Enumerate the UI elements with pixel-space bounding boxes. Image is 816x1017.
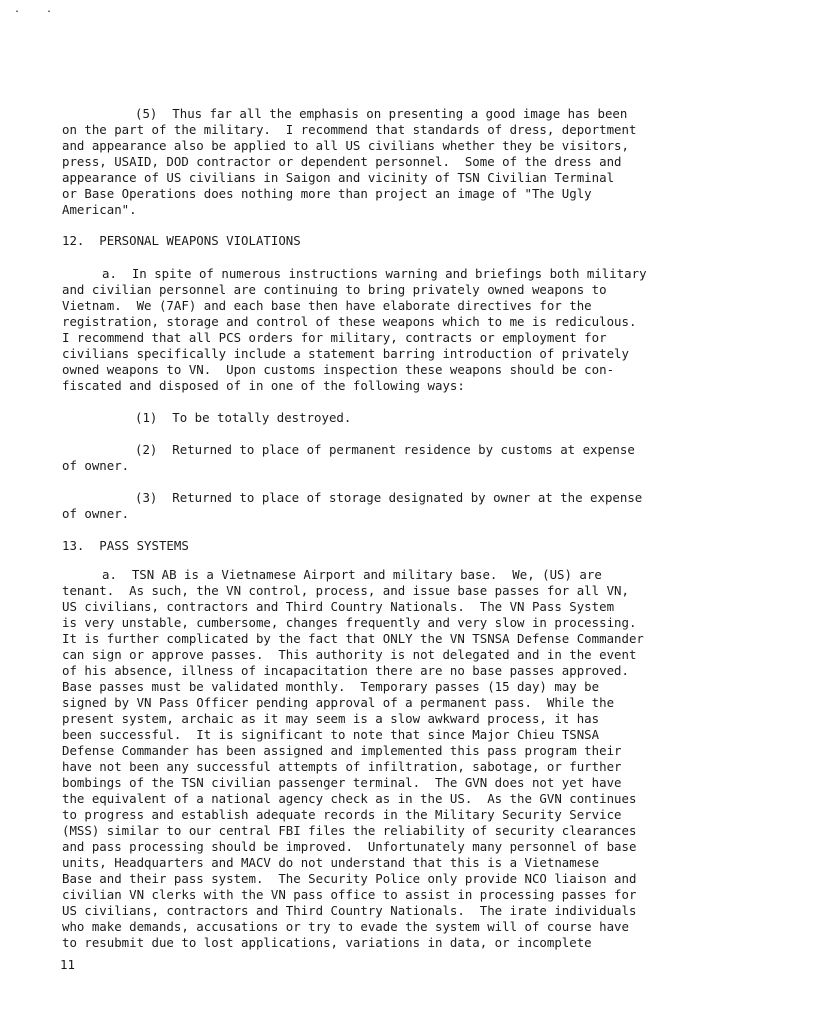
para13a-line: is very unstable, cumbersome, changes frequently and very slow in processing. <box>62 615 637 630</box>
para13a-line: and pass processing should be improved. Unfortunately many personnel of base <box>62 839 637 854</box>
para5-line: appearance of US civilians in Saigon and vicinity of TSN Civilian Terminal <box>62 170 615 185</box>
para5-line: press, USAID, DOD contractor or dependent personnel. Some of the dress and <box>62 154 622 169</box>
section-13-heading: 13. PASS SYSTEMS <box>62 538 189 553</box>
para13a-line: Base and their pass system. The Security Police only provide NCO liaison and <box>62 871 637 886</box>
para13a-line: bombings of the TSN civilian passenger terminal. The GVN does not yet have <box>62 775 622 790</box>
para12a-line: and civilian personnel are continuing to bring privately owned weapons to <box>62 282 607 297</box>
para12a-line: registration, storage and control of these weapons which to me is rediculous. <box>62 314 637 329</box>
para13a-line: Defense Commander has been assigned and implemented this pass program their <box>62 743 622 758</box>
para12a-line: a. In spite of numerous instructions warning and briefings both military <box>102 266 647 281</box>
para13a-line: US civilians, contractors and Third Country Nationals. The VN Pass System <box>62 599 615 614</box>
para13a-line: can sign or approve passes. This authority is not delegated and in the event <box>62 647 637 662</box>
para5-line: American". <box>62 202 137 217</box>
para12a-line: Vietnam. We (7AF) and each base then have elaborate directives for the <box>62 298 592 313</box>
para13a-line: of his absence, illness of incapacitation there are no base passes approved. <box>62 663 629 678</box>
para13a-line: civilian VN clerks with the VN pass office to assist in processing passes for <box>62 887 637 902</box>
para12a-line: civilians specifically include a statement barring introduction of privately <box>62 346 629 361</box>
option-3-line: of owner. <box>62 506 130 521</box>
para13a-line: tenant. As such, the VN control, process, and issue base passes for all VN, <box>62 583 629 598</box>
para13a-line: been successful. It is significant to note that since Major Chieu TSNSA <box>62 727 600 742</box>
option-2-line: (2) Returned to place of permanent residence by customs at expense <box>135 442 635 457</box>
option-3-line: (3) Returned to place of storage designated by owner at the expense <box>135 490 643 505</box>
para5-line: or Base Operations does nothing more than project an image of "The Ugly <box>62 186 592 201</box>
option-2-line: of owner. <box>62 458 130 473</box>
page-number: 11 <box>60 957 75 972</box>
para5-line: and appearance also be applied to all US civilians whether they be visitors, <box>62 138 629 153</box>
para5-line: on the part of the military. I recommend that standards of dress, deportment <box>62 122 637 137</box>
para13a-line: (MSS) similar to our central FBI files the reliability of security clearances <box>62 823 637 838</box>
para13a-line: signed by VN Pass Officer pending approval of a permanent pass. While the <box>62 695 615 710</box>
para13a-line: to resubmit due to lost applications, variations in data, or incomplete <box>62 935 592 950</box>
para13a-line: the equivalent of a national agency check as in the US. As the GVN continues <box>62 791 637 806</box>
option-1: (1) To be totally destroyed. <box>135 410 352 425</box>
para13a-line: who make demands, accusations or try to evade the system will of course have <box>62 919 629 934</box>
para13a-line: Base passes must be validated monthly. Temporary passes (15 day) may be <box>62 679 600 694</box>
para13a-line: present system, archaic as it may seem is a slow awkward process, it has <box>62 711 600 726</box>
para12a-line: owned weapons to VN. Upon customs inspection these weapons should be con- <box>62 362 615 377</box>
para13a-line: a. TSN AB is a Vietnamese Airport and military base. We, (US) are <box>102 567 602 582</box>
scan-specks: . . <box>14 4 63 15</box>
para12a-line: I recommend that all PCS orders for military, contracts or employment for <box>62 330 607 345</box>
para5-line: (5) Thus far all the emphasis on presenting a good image has been <box>135 106 628 121</box>
para13a-line: to progress and establish adequate records in the Military Security Service <box>62 807 622 822</box>
para13a-line: US civilians, contractors and Third Country Nationals. The irate individuals <box>62 903 637 918</box>
para13a-line: units, Headquarters and MACV do not understand that this is a Vietnamese <box>62 855 600 870</box>
para12a-line: fiscated and disposed of in one of the following ways: <box>62 378 465 393</box>
para13a-line: It is further complicated by the fact that ONLY the VN TSNSA Defense Commander <box>62 631 644 646</box>
section-12-heading: 12. PERSONAL WEAPONS VIOLATIONS <box>62 233 301 248</box>
para13a-line: have not been any successful attempts of infiltration, sabotage, or further <box>62 759 622 774</box>
